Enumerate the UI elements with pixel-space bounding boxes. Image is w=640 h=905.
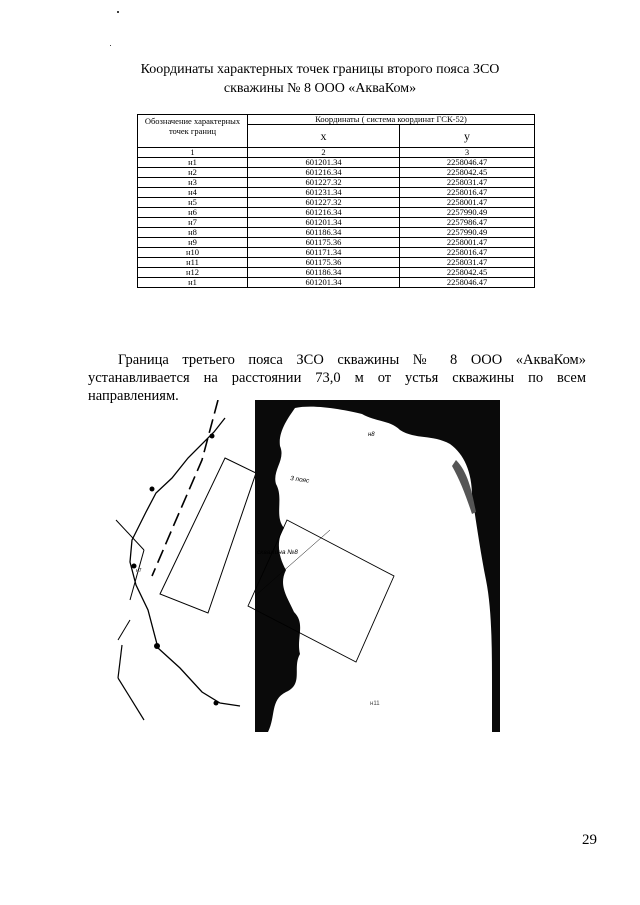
coordinates-table [137, 114, 535, 288]
x-value: 601175.36 [248, 238, 400, 248]
numbering-cell: 2 [248, 148, 400, 158]
y-value: 2258046.47 [400, 278, 535, 288]
point-name: н10 [138, 248, 248, 258]
x-value: 601186.34 [248, 228, 400, 238]
zone-map [100, 400, 500, 732]
table-row [138, 158, 535, 168]
point-name: н3 [138, 178, 248, 188]
x-value: 601171.34 [248, 248, 400, 258]
y-value: 2258001.47 [400, 198, 535, 208]
paragraph-line-1: Граница третьего пояса ЗСО скважины № 8 ООО «АкваКом» [118, 352, 586, 368]
y-value: 2257990.49 [400, 228, 535, 238]
point-name: н4 [138, 188, 248, 198]
point-name: н7 [138, 218, 248, 228]
x-value: 601201.34 [248, 158, 400, 168]
x-value: 601201.34 [248, 278, 400, 288]
boundary-point-marker [210, 434, 215, 439]
paragraph-line-2: устанавливается на расстоянии 73,0 м от устья скважины по всем направлениям. [88, 370, 586, 404]
table-row [138, 198, 535, 208]
header-coordinates: Координаты ( система координат ГСК-52) [248, 115, 535, 125]
table-row [138, 188, 535, 198]
scan-speck [117, 11, 119, 13]
header-point-name: Обозначение характерных точек границ [138, 115, 248, 148]
point-label-bottom: н11 [370, 701, 380, 707]
x-value: 601216.34 [248, 168, 400, 178]
numbering-cell: 1 [138, 148, 248, 158]
point-label-top: н8 [368, 432, 375, 438]
y-value: 2258031.47 [400, 178, 535, 188]
point-name: н9 [138, 238, 248, 248]
table-row [138, 228, 535, 238]
x-value: 601227.32 [248, 178, 400, 188]
point-name: н6 [138, 208, 248, 218]
point-name: н12 [138, 268, 248, 278]
x-value: 601175.36 [248, 258, 400, 268]
y-value: 2258016.47 [400, 248, 535, 258]
point-name: н2 [138, 168, 248, 178]
y-value: 2258031.47 [400, 258, 535, 268]
point-name: н11 [138, 258, 248, 268]
zone-paragraph [88, 351, 586, 405]
table-row [138, 178, 535, 188]
zone-label: 3 пояс [289, 475, 310, 485]
table-row [138, 208, 535, 218]
point-name: н1 [138, 158, 248, 168]
numbering-cell: 3 [400, 148, 535, 158]
y-value: 2257986.47 [400, 218, 535, 228]
x-value: 601216.34 [248, 208, 400, 218]
header-x: x [248, 125, 400, 148]
scan-speck [110, 45, 111, 46]
header-y: y [400, 125, 535, 148]
map-linework [116, 400, 256, 720]
aerial-photo [255, 400, 500, 732]
boundary-point-marker [214, 701, 219, 706]
well-label: скважина №8 [257, 549, 298, 556]
x-value: 601201.34 [248, 218, 400, 228]
boundary-point-marker [150, 487, 155, 492]
point-name: н1 [138, 278, 248, 288]
table-row [138, 218, 535, 228]
table-row [138, 248, 535, 258]
table-row [138, 258, 535, 268]
x-value: 601186.34 [248, 268, 400, 278]
y-value: 2258016.47 [400, 188, 535, 198]
y-value: 2258046.47 [400, 158, 535, 168]
point-label-left: н7 [136, 568, 142, 574]
table-row [138, 278, 535, 288]
title-line-1: Координаты характерных точек границы второго пояса ЗСО [140, 62, 500, 77]
title-line-2: скважины № 8 ООО «АкваКом» [223, 81, 417, 96]
x-value: 601227.32 [248, 198, 400, 208]
page-number: 29 [582, 832, 597, 848]
point-name: н5 [138, 198, 248, 208]
boundary-point-marker [154, 643, 160, 649]
numbering-row [138, 148, 535, 158]
x-value: 601231.34 [248, 188, 400, 198]
table-row [138, 268, 535, 278]
table-row [138, 168, 535, 178]
table-row [138, 238, 535, 248]
point-name: н8 [138, 228, 248, 238]
y-value: 2257990.49 [400, 208, 535, 218]
y-value: 2258042.45 [400, 268, 535, 278]
y-value: 2258042.45 [400, 168, 535, 178]
y-value: 2258001.47 [400, 238, 535, 248]
document-title [0, 60, 640, 98]
